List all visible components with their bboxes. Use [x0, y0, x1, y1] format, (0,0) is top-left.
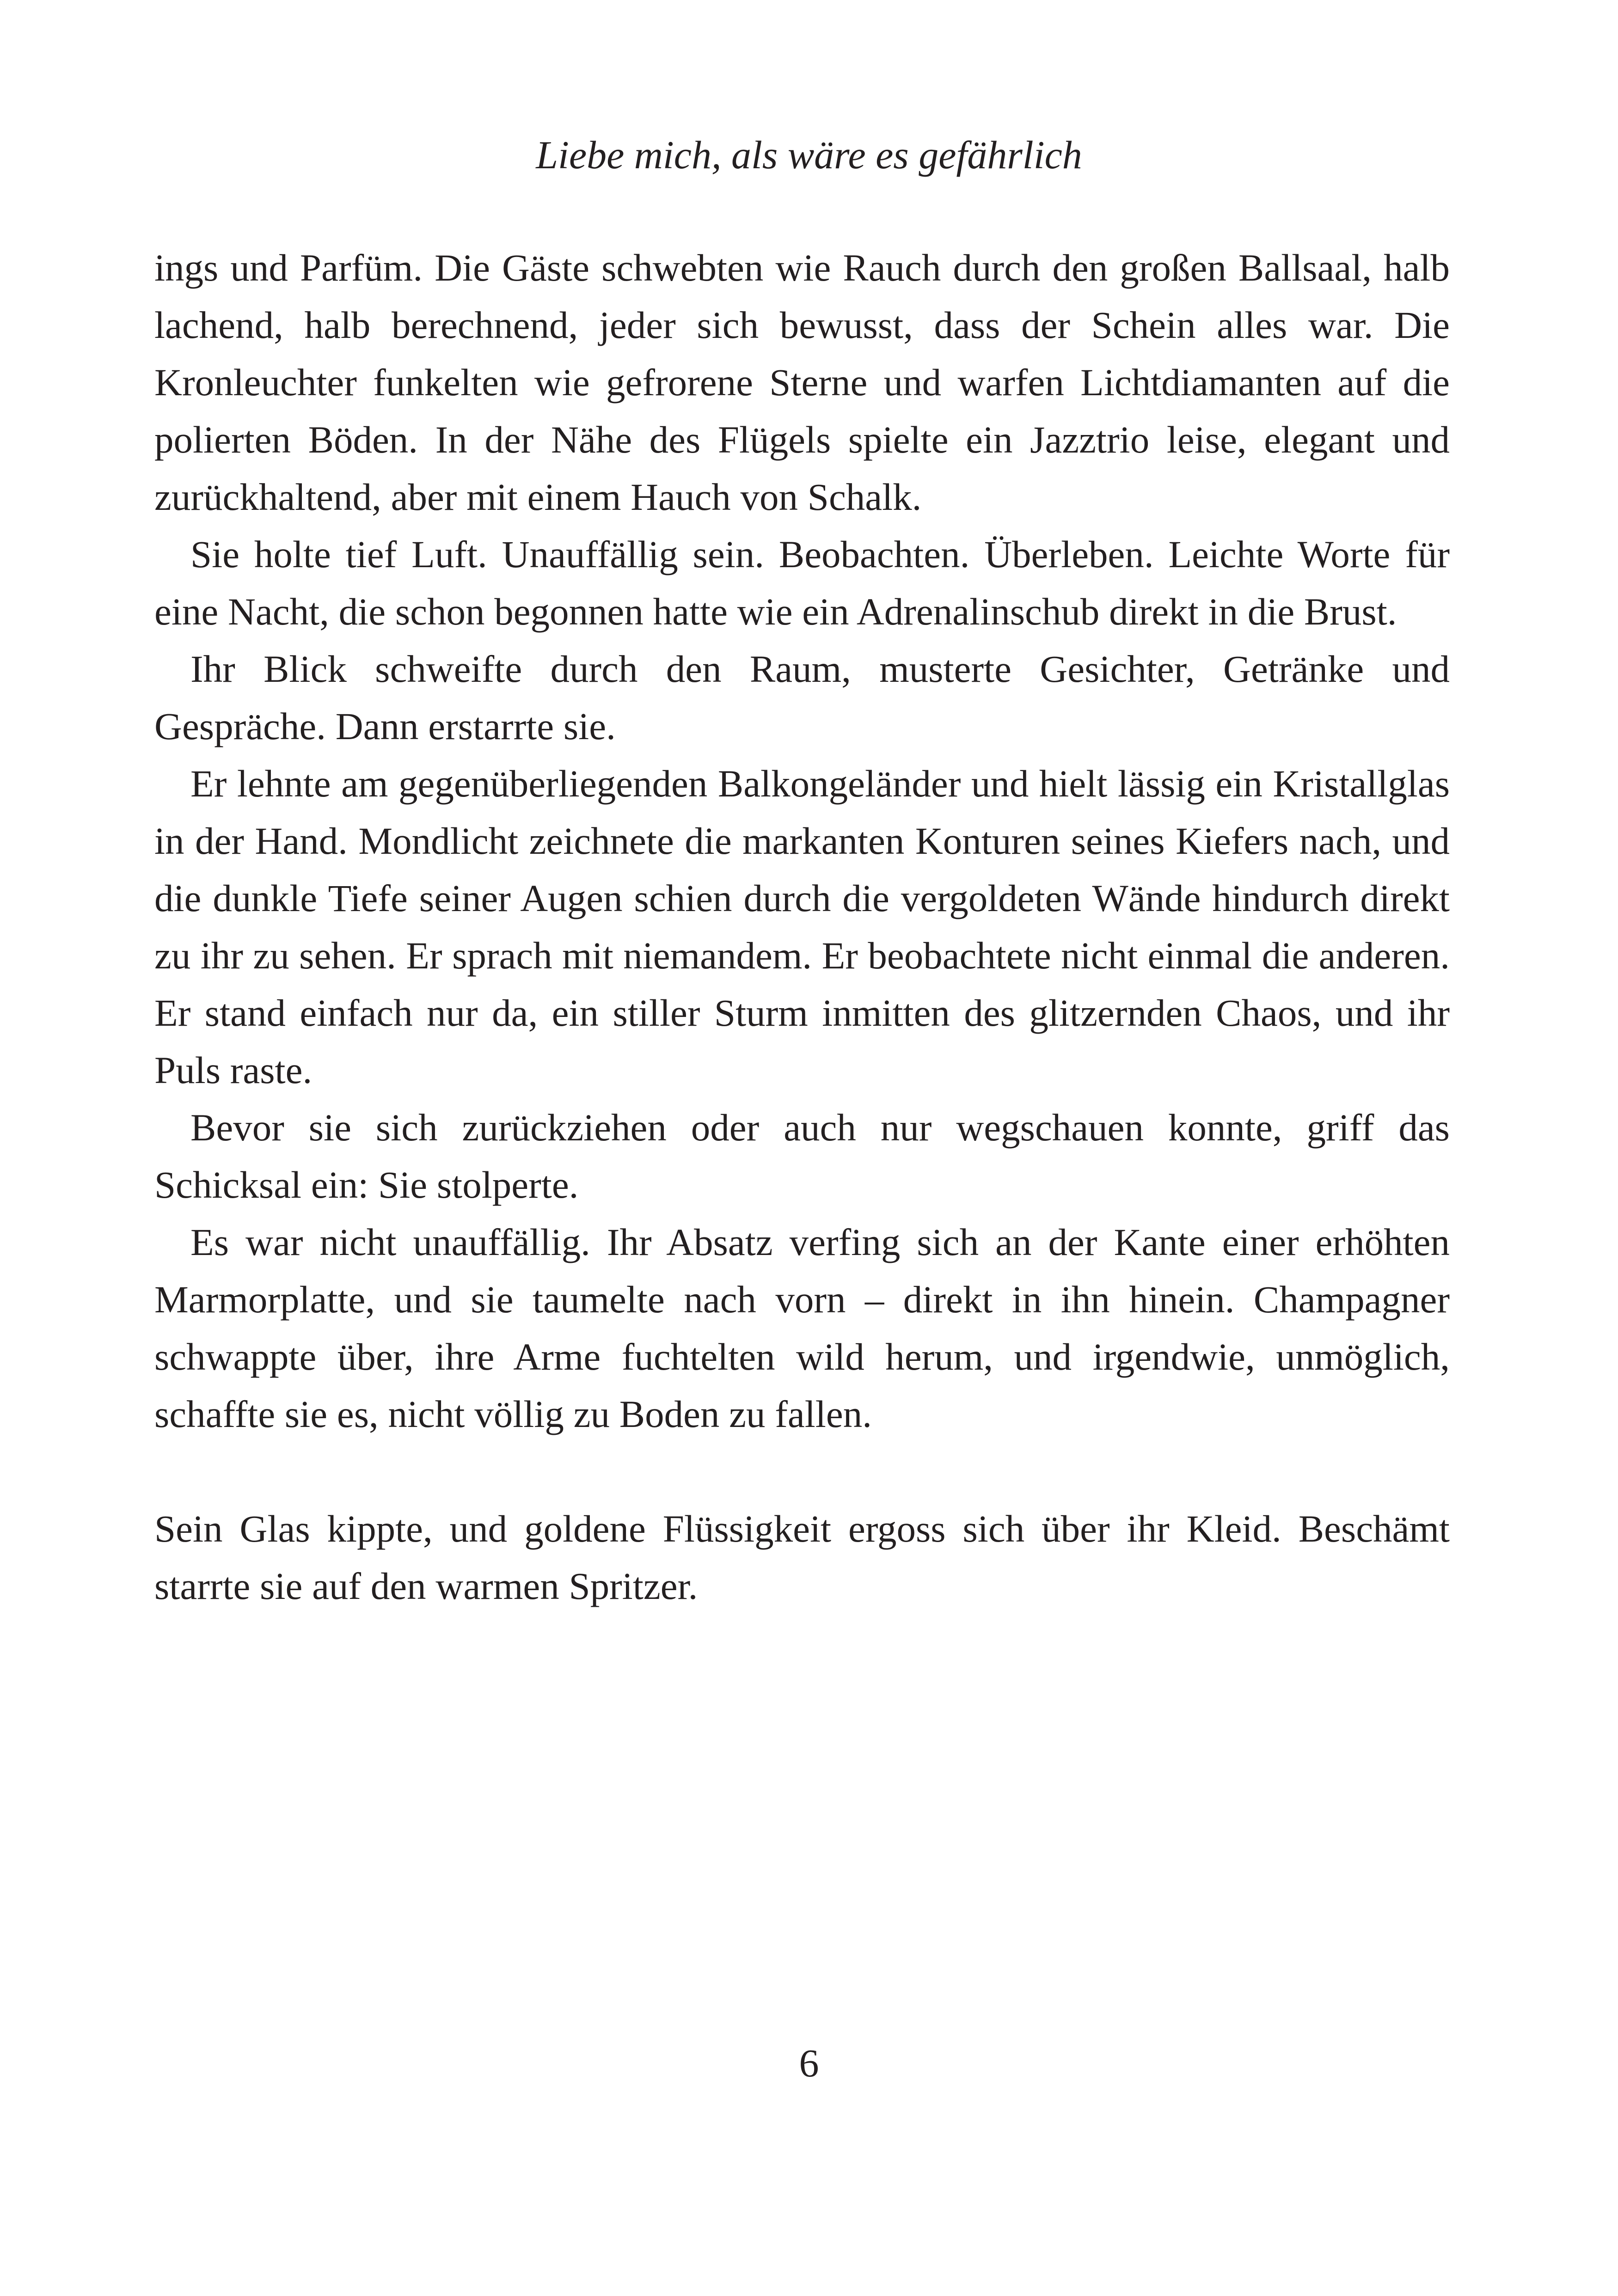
page-number: 6 [799, 2041, 819, 2085]
paragraph-1: ings und Parfüm. Die Gäste schwebten wie Rauch durch den großen Ballsaal, halb lachend, halb berechnend, jeder sich bewusst, dass der Schein alles war. Die Kronleuchter funkelten wie gefrorene Sterne und warfen Lichtdiamanten auf die polierten Böden. In der Nähe des Flügels spielte ein Jazztrio leise, elegant und zurückhaltend, aber mit einem Hauch von Schalk. [154, 246, 1450, 518]
body-text [154, 239, 1450, 1615]
paragraph-5: Bevor sie sich zurückziehen oder auch nur wegschauen konnte, griff das Schicksal ein: Sie stolperte. [154, 1106, 1450, 1206]
paragraph-4: Er lehnte am gegenüberliegenden Balkongeländer und hielt lässig ein Kristallglas in der Hand. Mondlicht zeichnete die markanten Konturen seines Kiefers nach, und die dunkle Tiefe seiner Augen schien durch die vergoldeten Wände hindurch direkt zu ihr zu sehen. Er sprach mit niemandem. Er beobachtete nicht einmal die anderen. Er stand einfach nur da, ein stiller Sturm inmitten des glitzernden Chaos, und ihr Puls raste. [154, 762, 1450, 1091]
paragraph-2: Sie holte tief Luft. Unauffällig sein. Beobachten. Überleben. Leichte Worte für eine Nacht, die schon begonnen hatte wie ein Adrenalinschub direkt in die Brust. [154, 533, 1450, 633]
paragraph-3: Ihr Blick schweifte durch den Raum, musterte Gesichter, Getränke und Gespräche. Dann erstarrte sie. [154, 648, 1450, 747]
running-header-title: Liebe mich, als wäre es gefährlich [536, 133, 1082, 177]
paragraph-7: Sein Glas kippte, und goldene Flüssigkeit ergoss sich über ihr Kleid. Beschämt starrte sie auf den warmen Spritzer. [154, 1507, 1450, 1607]
paragraph-6: Es war nicht unauffällig. Ihr Absatz verfing sich an der Kante einer erhöhten Marmorplatte, und sie taumelte nach vorn – direkt in ihn hinein. Champagner schwappte über, ihre Arme fuchtelten wild herum, und irgendwie, unmöglich, schaffte sie es, nicht völlig zu Boden zu fallen. [154, 1221, 1450, 1435]
